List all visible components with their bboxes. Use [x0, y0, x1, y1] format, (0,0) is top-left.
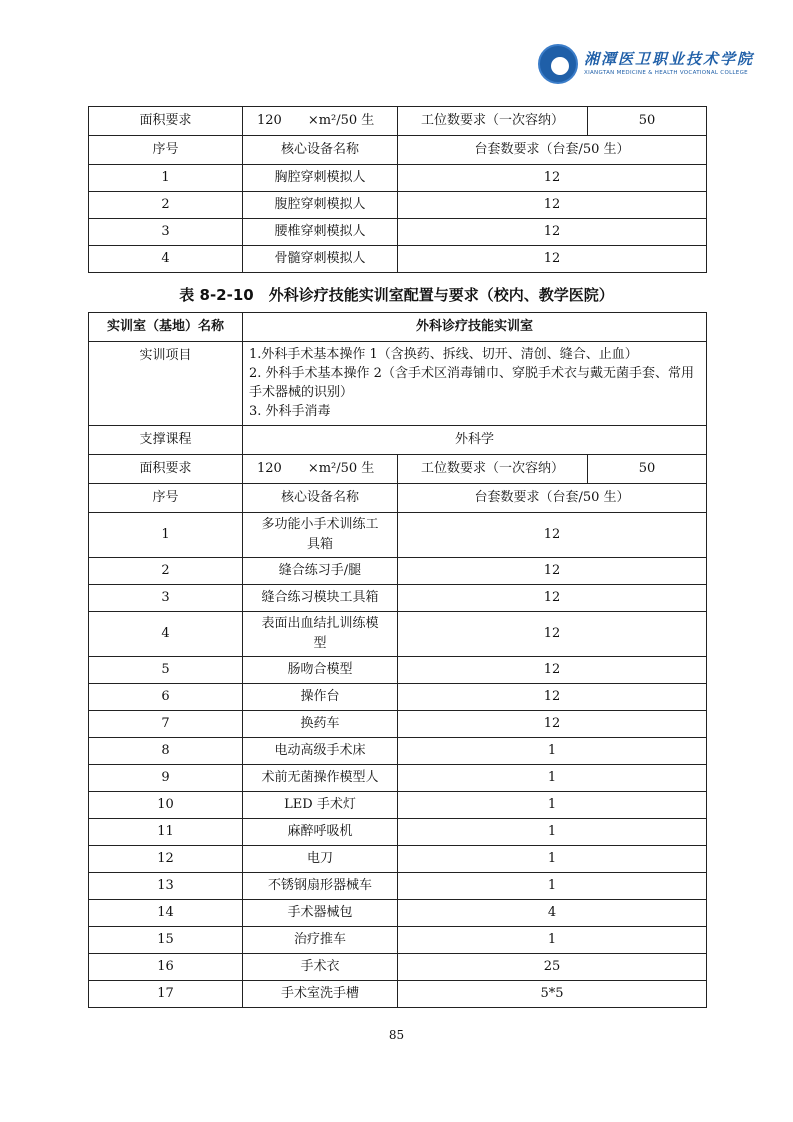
equipment-quantity: 12: [398, 246, 707, 273]
equipment-name: 术前无菌操作模型人: [243, 765, 398, 792]
room-label: 实训室（基地）名称: [89, 313, 243, 342]
course-value: 外科学: [243, 426, 707, 455]
table-row: [89, 657, 707, 684]
equipment-name: 缝合练习手/腿: [243, 558, 398, 585]
equipment-name: LED 手术灯: [243, 792, 398, 819]
table-row: [89, 819, 707, 846]
table-row: [89, 612, 707, 657]
equipment-table-puncture: [88, 106, 707, 273]
equipment-quantity: 25: [398, 954, 707, 981]
equipment-name: 胸腔穿刺模拟人: [243, 165, 398, 192]
project-item: 3. 外科手消毒: [249, 404, 331, 419]
equipment-quantity: 1: [398, 819, 707, 846]
equipment-name: 换药车: [243, 711, 398, 738]
area-value: 120 ×m²/50 生: [243, 107, 398, 136]
room-value: 外科诊疗技能实训室: [243, 313, 707, 342]
station-value: 50: [588, 107, 707, 136]
equipment-name: 手术器械包: [243, 900, 398, 927]
equipment-quantity: 1: [398, 873, 707, 900]
equipment-quantity: 1: [398, 792, 707, 819]
row-number: 15: [89, 927, 243, 954]
row-number: 3: [89, 585, 243, 612]
logo-chinese-name: 湘潭医卫职业技术学院: [584, 50, 755, 68]
equipment-table-surgery: [88, 312, 707, 1008]
row-number: 10: [89, 792, 243, 819]
table-row: [89, 219, 707, 246]
project-label: 实训项目: [89, 342, 243, 426]
project-list: [243, 342, 707, 426]
row-number: 13: [89, 873, 243, 900]
table-row: [89, 738, 707, 765]
row-number: 6: [89, 684, 243, 711]
row-number: 2: [89, 192, 243, 219]
equipment-name: 麻醉呼吸机: [243, 819, 398, 846]
area-label: 面积要求: [89, 107, 243, 136]
row-number: 14: [89, 900, 243, 927]
logo-english-name: XIANGTAN MEDICINE & HEALTH VOCATIONAL COLLEGE: [584, 70, 748, 76]
table-row: [89, 873, 707, 900]
column-header-qty: 台套数要求（台套/50 生）: [398, 136, 707, 165]
equipment-name: 腰椎穿刺模拟人: [243, 219, 398, 246]
table-row: [89, 927, 707, 954]
equipment-name: 不锈钢扇形器械车: [243, 873, 398, 900]
station-label: 工位数要求（一次容纳）: [398, 107, 588, 136]
equipment-name: 骨髓穿刺模拟人: [243, 246, 398, 273]
project-item: 1.外科手术基本操作 1（含换药、拆线、切开、清创、缝合、止血）: [249, 347, 638, 362]
area-value: 120 ×m²/50 生: [243, 455, 398, 484]
equipment-quantity: 12: [398, 684, 707, 711]
equipment-name: 腹腔穿刺模拟人: [243, 192, 398, 219]
equipment-name: 缝合练习模块工具箱: [243, 585, 398, 612]
equipment-quantity: 1: [398, 765, 707, 792]
row-number: 5: [89, 657, 243, 684]
column-header-name: 核心设备名称: [243, 484, 398, 513]
equipment-name: 肠吻合模型: [243, 657, 398, 684]
row-number: 4: [89, 612, 243, 657]
equipment-quantity: 12: [398, 219, 707, 246]
column-header-qty: 台套数要求（台套/50 生）: [398, 484, 707, 513]
equipment-quantity: 12: [398, 585, 707, 612]
equipment-quantity: 12: [398, 513, 707, 558]
table-row: [89, 585, 707, 612]
row-number: 16: [89, 954, 243, 981]
project-item: 2. 外科手术基本操作 2（含手术区消毒铺巾、穿脱手术衣与戴无菌手套、常用手术器械的识别）: [249, 366, 694, 400]
table-row: [89, 846, 707, 873]
table-row: [89, 192, 707, 219]
row-number: 1: [89, 165, 243, 192]
college-logo: [538, 44, 755, 88]
equipment-name: 表面出血结扎训练模型: [243, 612, 398, 657]
college-emblem-icon: [538, 44, 578, 84]
equipment-name: 手术室洗手槽: [243, 981, 398, 1008]
row-number: 17: [89, 981, 243, 1008]
table-row: [89, 711, 707, 738]
equipment-quantity: 1: [398, 738, 707, 765]
row-number: 7: [89, 711, 243, 738]
equipment-name: 治疗推车: [243, 927, 398, 954]
course-label: 支撑课程: [89, 426, 243, 455]
column-header-name: 核心设备名称: [243, 136, 398, 165]
table-row: [89, 558, 707, 585]
table-row: [89, 954, 707, 981]
table-row: [89, 792, 707, 819]
row-number: 11: [89, 819, 243, 846]
column-header-no: 序号: [89, 136, 243, 165]
equipment-name: 电动高级手术床: [243, 738, 398, 765]
equipment-name: 操作台: [243, 684, 398, 711]
table-row: [89, 900, 707, 927]
row-number: 1: [89, 513, 243, 558]
table-row: [89, 765, 707, 792]
table-row: [89, 684, 707, 711]
equipment-quantity: 4: [398, 900, 707, 927]
equipment-name: 手术衣: [243, 954, 398, 981]
row-number: 3: [89, 219, 243, 246]
column-header-no: 序号: [89, 484, 243, 513]
equipment-quantity: 12: [398, 558, 707, 585]
table-row: [89, 165, 707, 192]
station-label: 工位数要求（一次容纳）: [398, 455, 588, 484]
table-caption: 表 8-2-10 外科诊疗技能实训室配置与要求（校内、教学医院）: [179, 286, 614, 304]
row-number: 2: [89, 558, 243, 585]
page-number: 85: [388, 1028, 405, 1042]
area-label: 面积要求: [89, 455, 243, 484]
row-number: 8: [89, 738, 243, 765]
equipment-quantity: 12: [398, 657, 707, 684]
equipment-quantity: 1: [398, 927, 707, 954]
equipment-quantity: 12: [398, 612, 707, 657]
row-number: 4: [89, 246, 243, 273]
equipment-name: 多功能小手术训练工具箱: [243, 513, 398, 558]
equipment-quantity: 12: [398, 192, 707, 219]
equipment-quantity: 1: [398, 846, 707, 873]
equipment-quantity: 12: [398, 165, 707, 192]
table-row: [89, 246, 707, 273]
row-number: 9: [89, 765, 243, 792]
equipment-quantity: 12: [398, 711, 707, 738]
table-row: [89, 513, 707, 558]
station-value: 50: [588, 455, 707, 484]
row-number: 12: [89, 846, 243, 873]
equipment-name: 电刀: [243, 846, 398, 873]
table-row: [89, 981, 707, 1008]
equipment-quantity: 5*5: [398, 981, 707, 1008]
